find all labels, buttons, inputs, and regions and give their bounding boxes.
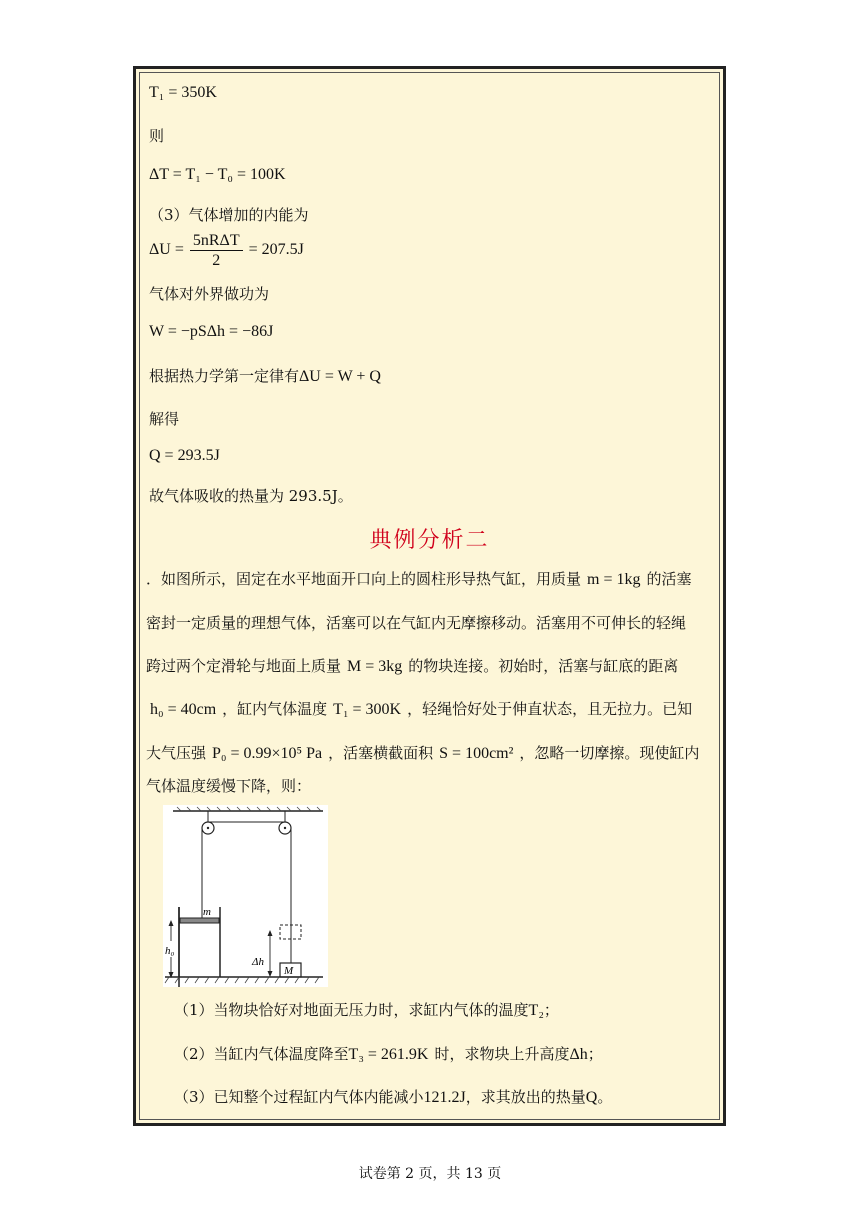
delta-u-lhs: ΔU = bbox=[149, 241, 184, 258]
piston bbox=[180, 918, 219, 923]
fraction-numerator: 5nRΔT bbox=[190, 231, 243, 251]
problem-line-6: 气体温度缓慢下降，则： bbox=[146, 777, 312, 795]
problem-text: 跨过两个定滑轮与地面上质量 bbox=[146, 657, 342, 675]
delta-t-equation: ΔT = T₁ − T₀ = 100K bbox=[149, 166, 286, 183]
delta-u-fraction bbox=[190, 231, 243, 270]
label-h0: h₀ bbox=[165, 945, 175, 957]
problem-line-5 bbox=[146, 743, 716, 764]
question-2 bbox=[174, 1044, 603, 1065]
conclusion-text: 故气体吸收的热量为 293.5J。 bbox=[149, 487, 353, 505]
answer-box bbox=[133, 66, 726, 1126]
q-equation: Q = 293.5J bbox=[149, 447, 220, 464]
piston-pulley-diagram bbox=[163, 805, 328, 987]
block-mass-value: M = 3kg bbox=[347, 658, 403, 675]
label-m: m bbox=[203, 906, 211, 918]
then-text: 则 bbox=[149, 127, 165, 145]
question-variable: Δh bbox=[569, 1046, 588, 1063]
t1-value: T₁ = 300K bbox=[333, 701, 402, 718]
problem-line-3 bbox=[146, 656, 716, 677]
question-text: （1）当物块恰好对地面无压力时，求缸内气体的温度 bbox=[174, 1001, 529, 1019]
delta-u-rhs: = 207.5J bbox=[248, 241, 304, 258]
fraction-denominator: 2 bbox=[212, 251, 221, 269]
question-text: ； bbox=[543, 1001, 559, 1019]
h0-value: h₀ = 40cm bbox=[150, 701, 217, 718]
problem-text: 的活塞 bbox=[646, 570, 692, 588]
p0-value: P₀ = 0.99×10⁵ Pa bbox=[212, 745, 323, 762]
problem-text: ，轻绳恰好处于伸直状态，且无拉力。已知 bbox=[407, 700, 693, 718]
problem-text: 大气压强 bbox=[146, 744, 207, 762]
part3-text: （3）气体增加的内能为 bbox=[149, 206, 309, 224]
work-equation: W = −pSΔh = −86J bbox=[149, 323, 274, 340]
question-text: 。 bbox=[597, 1088, 613, 1106]
question-text: （2）当缸内气体温度降至 bbox=[174, 1045, 349, 1063]
first-law-equation: ΔU = W + Q bbox=[299, 368, 381, 385]
problem-line-2: 密封一定质量的理想气体，活塞可以在气缸内无摩擦移动。活塞用不可伸长的轻绳 bbox=[146, 614, 687, 632]
question-variable: Q bbox=[585, 1089, 598, 1106]
piston-mass-value: m = 1kg bbox=[587, 571, 641, 588]
first-law-text: 根据热力学第一定律有 bbox=[149, 367, 300, 385]
problem-text: ．如图所示，固定在水平地面开口向上的圆柱形导热气缸，用质量 bbox=[146, 570, 582, 588]
problem-line-4 bbox=[146, 699, 716, 720]
problem-text: ，忽略一切摩擦。现使缸内 bbox=[519, 744, 700, 762]
page-footer: 试卷第 2 页，共 13 页 bbox=[358, 1166, 502, 1182]
t1-equation: T₁ = 350K bbox=[149, 84, 217, 101]
question-3 bbox=[174, 1087, 612, 1108]
solve-text: 解得 bbox=[149, 410, 180, 428]
question-text: 时，求物块上升高度 bbox=[434, 1045, 570, 1063]
question-text: （3）已知整个过程缸内气体内能减小 bbox=[174, 1088, 424, 1106]
question-text: ，求其放出的热量 bbox=[465, 1088, 586, 1106]
problem-text: ，活塞横截面积 bbox=[328, 744, 434, 762]
question-text: ； bbox=[587, 1045, 603, 1063]
label-dh: Δh bbox=[252, 956, 264, 968]
delta-u-equation bbox=[149, 230, 304, 272]
area-value: S = 100cm² bbox=[439, 745, 514, 762]
question-variable: T₃ = 261.9K bbox=[348, 1046, 429, 1063]
problem-line-1 bbox=[146, 569, 716, 590]
question-1 bbox=[174, 1000, 559, 1021]
first-law-line bbox=[149, 366, 381, 387]
section-title: 典例分析二 bbox=[369, 528, 490, 553]
problem-text: ，缸内气体温度 bbox=[222, 700, 328, 718]
question-variable: T₂ bbox=[528, 1002, 544, 1019]
question-variable: 121.2J bbox=[423, 1089, 466, 1106]
label-big-m: M bbox=[284, 965, 294, 977]
work-label: 气体对外界做功为 bbox=[149, 285, 270, 303]
problem-text: 的物块连接。初始时，活塞与缸底的距离 bbox=[408, 657, 679, 675]
